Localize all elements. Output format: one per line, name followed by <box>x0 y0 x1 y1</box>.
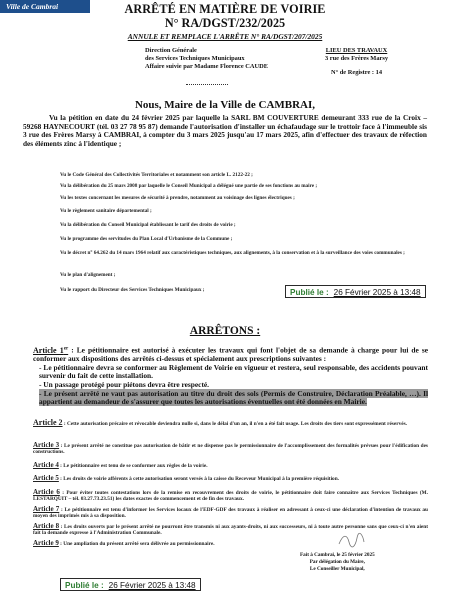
lieu-block <box>325 47 388 78</box>
article-2 <box>33 420 428 427</box>
signature-block <box>300 552 375 573</box>
article-label: Article 5 <box>33 474 59 482</box>
article-label: Article 3 <box>33 441 60 449</box>
article-1-prescription: - Le pétitionnaire devra se conformer au Règlement de Voirie en vigueur et restera, seul responsable, des accidents pouvant survenir du fait de cette installation. <box>39 362 428 381</box>
article-text: : Les droits de voirie afférents à cette autorisation seront versés à la caisse du Receveur Municipal à la première réquisition. <box>58 476 339 482</box>
article-1-prescription: - Un passage protégé pour piétons devra être respecté. <box>39 380 210 390</box>
vu-line: Vu la délibération du Conseil Municipal établissant le tarif des droits de voirie ; <box>60 222 236 228</box>
vu-line: Vu le programme des servitudes du Plan Local d'Urbanisme de la Commune ; <box>60 236 233 242</box>
vu-line: Vu le règlement sanitaire départemental ; <box>60 208 152 214</box>
vu-line: Vu le plan d'alignement ; <box>60 272 116 278</box>
article-5 <box>33 475 428 482</box>
publication-date: 26 Février 2025 à 13:48 <box>108 581 196 590</box>
document-number: N° RA/DGST/232/2025 <box>164 16 286 30</box>
publication-label: Publié le : <box>290 288 329 297</box>
publication-stamp <box>285 285 426 298</box>
lieu-address: 3 rue des Frères Marsy <box>325 55 389 63</box>
article-label: Article 7 <box>33 505 60 513</box>
vu-line: Vu le rapport du Directeur des Services Techniques Municipaux ; <box>60 287 205 293</box>
article-text: : Une ampliation du présent arrêté sera délivrée au permissionnaire. <box>58 541 215 547</box>
article-label: Article 4 <box>33 461 59 469</box>
signature-line: Le Conseiller Municipal, <box>309 566 365 572</box>
article-text: : Le pétitionnaire est tenu d'informer les Services locaux de l'EDF-GDF des travaux à réaliser en adressant à ceux-ci une déclaration d'intention de travaux au moyen des imprimés mis à sa disposition. <box>33 507 428 520</box>
publication-stamp-footer <box>60 578 201 591</box>
article-text: : Les droits ouverts par le présent arrêté ne pourront être transmis ni aux ayants-droits, ni aux successeurs, ni à toute autre personne sans que ceux-ci n'en aient fait la demande expresse à l'Administration Communale. <box>33 524 428 537</box>
signature-line: Par délégation du Maire, <box>309 559 365 565</box>
lieu-label: LIEU DES TRAVAUX <box>325 47 388 54</box>
article-label: Article 6 <box>33 488 60 496</box>
document-title: ARRÊTÉ EN MATIÈRE DE VOIRIE <box>124 2 326 16</box>
publication-label: Publié le : <box>65 581 104 590</box>
article-text: : Le pétitionnaire est tenu de se conformer aux règles de la voirie. <box>58 463 208 469</box>
article-text: : Le pétitionnaire est autorisé à exécuter les travaux qui font l'objet de sa demande à charge pour lui de se conformer aux dispositions des arrêtés ci-dessus et spécialement aux prescriptions suivantes : <box>33 345 428 364</box>
logo-name: Cambrai <box>31 2 59 11</box>
petition-paragraph: Vu la pétition en date du 24 février 2025 par laquelle la SARL BM COUVERTURE demeurant 333 rue de la Croix – 59268 HAYNECOURT (tél. 03 27 78 95 87) demande l'autorisation d'installer un échafaudage sur le trottoir face à l'immeuble sis 3 rue des Frères Marsy à CAMBRAI, à compter du 3 mars 2025 jusqu'au 17 mars 2025, afin d'effectuer des travaux de réfection des éléments zinc à l'identique ; <box>23 113 427 149</box>
article-text: : Cette autorisation précaire et révocable deviendra nulle si, dans le délai d'un an, il n'en a été fait usage. Les droits des tiers sont expressément réservés. <box>62 421 407 427</box>
annule-notice: ANNULE ET REMPLACE L'ARRÊTE N° RA/DGST/207/2025 <box>127 32 323 41</box>
article-1 <box>33 345 428 407</box>
vu-line: Vu le décret n° 64.262 du 14 mars 1964 relatif aux caractéristiques techniques, aux alignements, à la conservation et à la surveillance des voies communales ; <box>60 250 405 256</box>
article-4 <box>33 462 428 469</box>
article-label: Article 8 <box>33 522 60 530</box>
article-label: Article 1er <box>33 345 69 355</box>
article-text: : Pour éviter toutes contestations lors de la remise en recouvrement des droits de voirie, le pétitionnaire doit faire connaître aux Services Techniques (M. LESTARQUIT – tél. 03.27.73.23.51) les dates exactes de commencement et de fin des travaux. <box>33 490 428 503</box>
publication-date: 26 Février 2025 à 13:48 <box>333 288 421 297</box>
article-text: : Le présent arrêté ne constitue pas autorisation de bâtir et ne dispense pas le permissionnaire de l'accomplissement des formalités prévues pour l'édification des constructions. <box>33 443 428 456</box>
article-6 <box>33 489 428 503</box>
arretons-heading: ARRÊTONS : <box>189 325 261 337</box>
registre-number: N° de Registre : 14 <box>330 69 383 77</box>
signature-line: Fait à Cambrai, le 25 février 2025 <box>300 552 375 558</box>
direction-line: Direction Générale <box>145 47 197 54</box>
direction-block <box>145 47 268 72</box>
article-label: Article 2 <box>33 418 63 427</box>
vu-line: Vu les textes concernant les mesures de sécurité à prendre, notamment au voisinage des lignes électriques ; <box>60 195 295 201</box>
vu-line: Vu le Code Général des Collectivités Territoriales et notamment son article L. 2122-22 ; <box>60 172 253 178</box>
direction-line: Affaire suivie par Madame Florence CAUDE <box>145 63 269 71</box>
article-3 <box>33 442 428 456</box>
nous-heading: Nous, Maire de la Ville de CAMBRAI, <box>134 99 316 111</box>
article-1-highlighted-prescription: - Le présent arrêté ne vaut pas autorisation au titre du droit des sols (Permis de Construire, Déclaration Préalable, …). Il appartient au demandeur de s'assurer que toutes les autorisations éventuelles ont été données en Mairie. <box>39 388 428 407</box>
dotted-divider <box>186 84 228 85</box>
article-9 <box>33 540 313 547</box>
signature-scribble-icon <box>337 530 365 550</box>
logo-prefix: Ville de <box>6 2 31 11</box>
vu-line: Vu la délibération du 25 mars 2008 par laquelle le Conseil Municipal a délégué une partie de ses fonctions au maire ; <box>60 183 318 189</box>
article-7 <box>33 506 428 520</box>
direction-line: des Services Techniques Municipaux <box>145 55 245 63</box>
article-8 <box>33 523 428 537</box>
article-label: Article 9 <box>33 539 59 547</box>
